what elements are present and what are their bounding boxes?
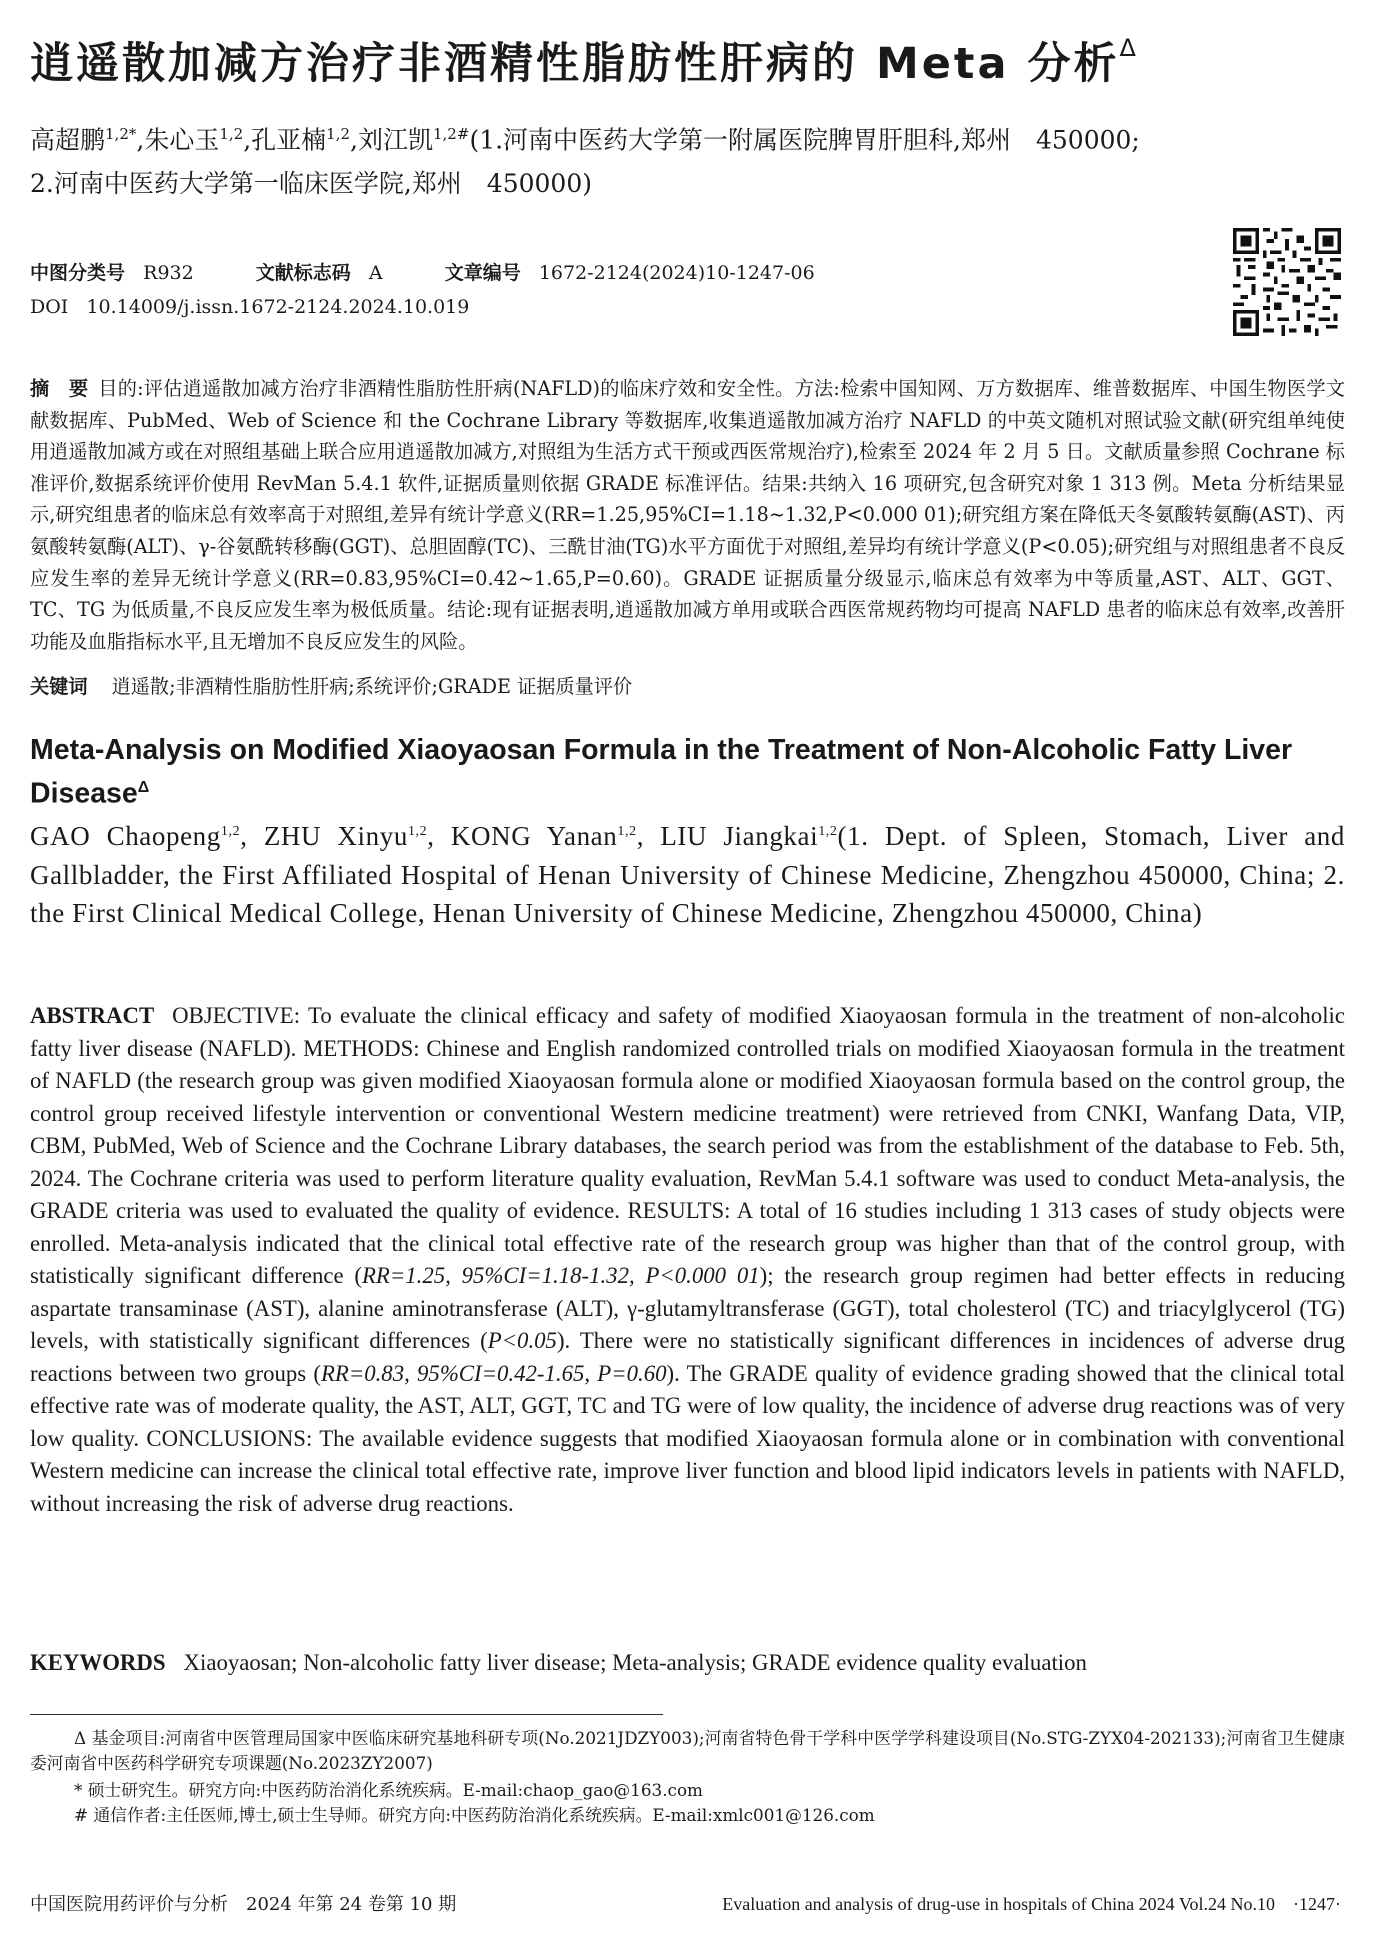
abstract-cn-stat-1: RR=1.25,95%CI=1.18~1.32,P<0.000 01 <box>551 503 949 527</box>
author-en-1: GAO Chaopeng <box>30 821 221 851</box>
keywords-en-value: Xiaoyaosan; Non-alcoholic fatty liver disease; Meta-analysis; GRADE evidence quality evaluation <box>183 1650 1087 1675</box>
article-no-value: 1672-2124(2024)10-1247-06 <box>538 262 815 284</box>
authors-en: GAO Chaopeng$^{1,2}$, ZHU Xinyu$^{1,2}$, KONG Yanan$^{1,2}$, LIU Jiangkai$^{1,2}$(1. Dept. of Spleen, Stomach, Liver and Gallbladder, the First Affiliated Hospital of Henan University of Chinese Medicine, Zhengzhou 450000, China; 2. the First Clinical Medical College, Henan University of Chinese Medicine, Zhengzhou 450000, China) <box>30 821 1345 928</box>
qr-code-icon <box>1233 228 1341 336</box>
article-meta-line <box>30 258 815 285</box>
footnote-first-author: * 硕士研究生。研究方向:中医药防治消化系统疾病。E-mail:chaop_gao@163.com <box>74 1780 703 1800</box>
author-en-4-sup: 1,2 <box>818 824 838 839</box>
footer-journal-cn: 中国医院用药评价与分析 2024 年第 24 卷第 10 期 <box>30 1894 457 1915</box>
abstract-cn-body-4: )。GRADE 证据质量分级显示,临床总有效率为中等质量,AST、ALT、GGT、TC、TG 为低质量,不良反应发生率为极低质量。结论:现有证据表明,逍遥散加减方单用或联合西医常规药物均可提高 NAFLD 患者的临床总有效率,改善肝功能及血脂指标水平,且无增加不良反应发生的风险。 <box>30 566 1345 653</box>
doc-code-label: 文献标志码 <box>255 262 351 284</box>
author-en-3: KONG Yanan <box>450 821 618 851</box>
abstract-cn-body-2: );研究组方案在降低天冬氨酸转氨酶(AST)、丙氨酸转氨酶(ALT)、γ-谷氨酰转移酶(GGT)、总胆固醇(TC)、三酰甘油(TG)水平方面优于对照组,差异均有统计学意义( <box>30 503 1345 558</box>
author-cn-4-sup: 1,2# <box>433 125 470 143</box>
doi-line <box>30 296 469 318</box>
abstract-en-stat-3: RR=0.83, 95%CI=0.42-1.65, P=0.60 <box>320 1360 667 1386</box>
author-cn-3: 孔亚楠 <box>251 125 327 155</box>
title-footnote-mark: Δ <box>1119 34 1139 62</box>
author-cn-3-sup: 1,2 <box>326 125 351 143</box>
affiliation-cn-line2: 2.河南中医药大学第一临床医学院,郑州 450000) <box>30 169 592 199</box>
author-en-4: LIU Jiangkai <box>660 821 819 851</box>
keywords-cn-label: 关键词 <box>30 675 88 698</box>
keywords-en <box>30 1650 1087 1676</box>
doi-value: 10.14009/j.issn.1672-2124.2024.10.019 <box>86 296 470 318</box>
abstract-en-part-4: ). The GRADE quality of evidence grading showed that the clinical total effective rate was of moderate quality, the AST, ALT, GGT, TC and TG were of low quality, the incidence of adverse drug reactions was of very low quality. CONCLUSIONS: The available evidence suggests that modified Xiaoyaosan formula alone or in combination with conventional Western medicine can increase the clinical total effective rate, improve liver function and blood lipid indicators levels in patients with NAFLD, without increasing the risk of adverse drug reactions. <box>30 1360 1345 1516</box>
doc-code-value: A <box>368 262 383 284</box>
abstract-cn <box>30 373 1345 657</box>
abstract-cn-stat-2: P<0.05 <box>1028 534 1101 558</box>
abstract-en-label: ABSTRACT <box>30 1003 155 1028</box>
abstract-en-part-1: OBJECTIVE: To evaluate the clinical efficacy and safety of modified Xiaoyaosan formula in the treatment of non-alcoholic fatty liver disease (NAFLD). METHODS: Chinese and English randomized controlled trials on modified Xiaoyaosan formula in the treatment of NAFLD (the research group was given modified Xiaoyaosan formula alone or modified Xiaoyaosan formula based on the control group, the control group received lifestyle intervention or conventional Western medicine treatment) were retrieved from CNKI, Wanfang Data, VIP, CBM, PubMed, Web of Science and the Cochrane Library databases, the search period was from the establishment of the database to Feb. 5th, 2024. The Cochrane criteria was used to perform literature quality evaluation, RevMan 5.4.1 software was used to conduct Meta-analysis, the GRADE criteria was used to evaluated the quality of evidence. RESULTS: A total of 16 studies including 1 313 cases of study objects were enrolled. Meta-analysis indicated that the clinical total effective rate of the research group was higher than that of the control group, with statistically significant difference ( <box>30 1003 1345 1288</box>
abstract-en-part-2: ); the research group regimen had better effects in reducing aspartate transaminase (AST), alanine aminotransferase (ALT), γ-glutamyltransferase (GGT), total cholesterol (TC) and triacylglycerol (TG) levels, with statistically significant differences ( <box>30 1263 1345 1353</box>
author-cn-2: 朱心玉 <box>144 125 220 155</box>
footnote-corresponding-author: # 通信作者:主任医师,博士,硕士生导师。研究方向:中医药防治消化系统疾病。E-mail:xmlc001@126.com <box>74 1805 875 1825</box>
keywords-cn-value: 逍遥散;非酒精性脂肪性肝病;系统评价;GRADE 证据质量评价 <box>111 675 633 698</box>
footnote-fund: Δ 基金项目:河南省中医管理局国家中医临床研究基地科研专项(No.2021JDZY003);河南省特色骨干学科中医学学科建设项目(No.STG-ZYX04-202133);河南省卫生健康委河南省中医药科学研究专项课题(No.2023ZY2007) <box>30 1728 1345 1773</box>
keywords-en-label: KEYWORDS <box>30 1650 166 1675</box>
author-en-3-sup: 1,2 <box>617 824 637 839</box>
clc-label: 中图分类号 <box>30 262 126 284</box>
abstract-cn-label: 摘 要 <box>30 377 89 400</box>
abstract-cn-body-3: );研究组与对照组患者不良反应发生率的差异无统计学意义( <box>30 534 1346 590</box>
affiliation-en: (1. Dept. of Spleen, Stomach, Liver and Gallbladder, the First Affiliated Hospital of Henan University of Chinese Medicine, Zhengzhou 450000, China; 2. the First Clinical Medical College, Henan University of Chinese Medicine, Zhengzhou 450000, China) <box>30 821 1345 928</box>
author-en-1-sup: 1,2 <box>220 824 241 839</box>
article-no-label: 文章编号 <box>444 262 521 284</box>
footnote-divider <box>30 1714 663 1715</box>
keywords-cn <box>30 672 632 699</box>
author-cn-1: 高超鹏 <box>30 125 106 155</box>
title-en-text: Meta-Analysis on Modified Xiaoyaosan Formula in the Treatment of Non-Alcoholic Fatty Liver Disease <box>30 734 1293 810</box>
author-en-2-sup: 1,2 <box>407 824 428 839</box>
abstract-en-stat-2: P<0.05 <box>487 1328 557 1353</box>
page-title-en <box>30 731 1350 813</box>
affiliation-cn-line1: (1.河南中医药大学第一附属医院脾胃肝胆科,郑州 450000; <box>469 125 1140 155</box>
author-en-2: ZHU Xinyu <box>263 821 408 851</box>
abstract-cn-stat-3: RR=0.83,95%CI=0.42~1.65,P=0.60 <box>300 566 655 590</box>
authors-cn: 高超鹏$^{1,2*}$,朱心玉$^{1,2}$,孔亚楠$^{1,2}$,刘江凯$^{1,2\#}$(1.河南中医药大学第一附属医院脾胃肝胆科,郑州 450000; 2.河南中医药大学第一临床医学院,郑州 450000) <box>30 125 1140 199</box>
clc-value: R932 <box>143 262 194 284</box>
abstract-en-stat-1: RR=1.25, 95%CI=1.18-1.32, P<0.000 01 <box>362 1263 760 1288</box>
abstract-cn-body-1: 目的:评估逍遥散加减方治疗非酒精性脂肪性肝病(NAFLD)的临床疗效和安全性。方法:检索中国知网、万方数据库、维普数据库、中国生物医学文献数据库、PubMed、Web of Science 和 the Cochrane Library 等数据库,收集逍遥散加减方治疗 NAFLD 的中英文随机对照试验文献(研究组单纯使用逍遥散加减方或在对照组基础上联合应用逍遥散加减方,对照组为生活方式干预或西医常规治疗),检索至 2024 年 2 月 5 日。文献质量参照 Cochrane 标准评价,数据系统评价使用 RevMan 5.4.1 软件,证据质量则依据 GRADE 标准评估。结果:共纳入 16 项研究,包含研究对象 1 313 例。Meta 分析结果显示,研究组患者的临床总有效率高于对照组,差异有统计学意义( <box>30 377 1346 527</box>
title-cn-text: 逍遥散加减方治疗非酒精性脂肪性肝病的 Meta 分析 <box>30 39 1120 89</box>
author-cn-2-sup: 1,2 <box>219 125 244 143</box>
page-title-cn <box>30 30 1350 91</box>
doi-label: DOI <box>30 296 69 318</box>
author-cn-1-sup: 1,2* <box>105 125 137 143</box>
abstract-en <box>30 1000 1345 1520</box>
title-en-footnote-mark: Δ <box>137 779 150 796</box>
abstract-en-part-3: ). There were no statistically significant differences in incidences of adverse drug reactions between two groups ( <box>30 1328 1345 1386</box>
footer-journal-en: Evaluation and analysis of drug-use in hospitals of China 2024 Vol.24 No.10 ·1247· <box>722 1894 1341 1914</box>
author-cn-4: 刘江凯 <box>357 125 433 155</box>
